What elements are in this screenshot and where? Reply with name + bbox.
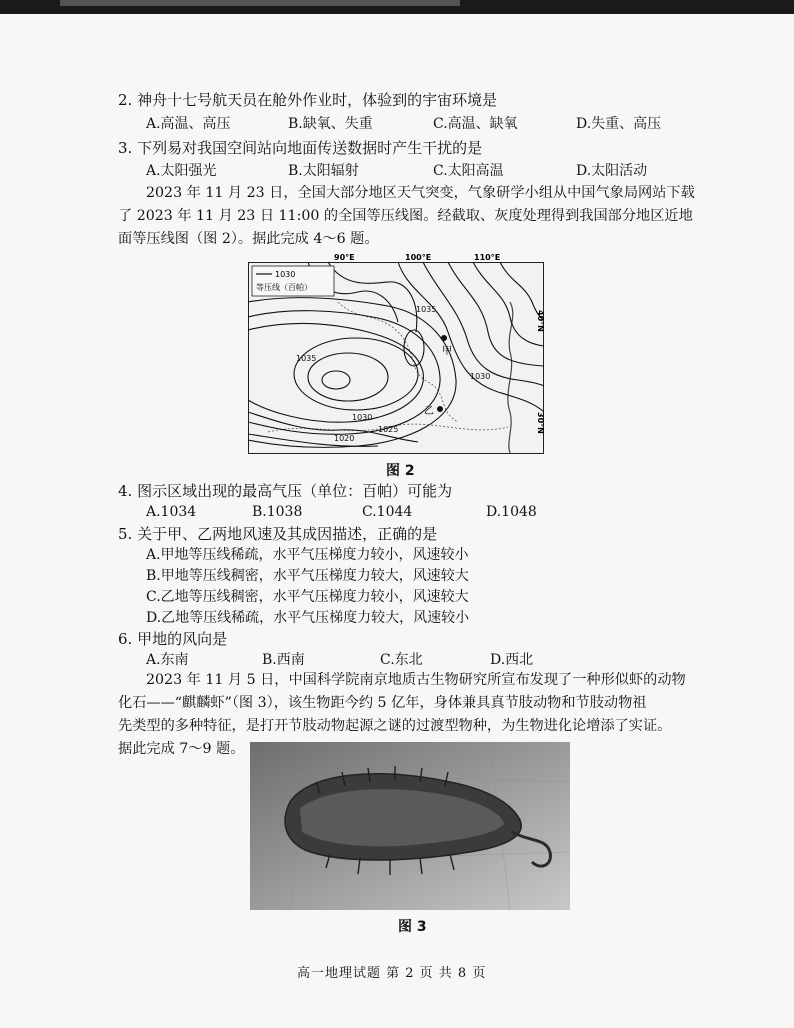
- q6-option-c: C.东北: [380, 652, 423, 668]
- q3-option-c: C.太阳高温: [433, 163, 504, 179]
- intro2-line-2: 化石——“麒麟虾”（图 3），该生物距今约 5 亿年，身体兼具真节肢动物和节肢动物祖: [118, 695, 647, 711]
- q6-option-a: A.东南: [146, 652, 189, 668]
- figure3-caption: 图 3: [398, 919, 427, 935]
- q5-option-c: C.乙地等压线稠密，水平气压梯度力较小，风速较大: [146, 589, 469, 605]
- isobar-label: 1025: [378, 425, 399, 434]
- place-yi-marker: [437, 406, 443, 412]
- q2-option-a: A.高温、高压: [146, 116, 231, 132]
- q3-option-d: D.太阳活动: [576, 163, 648, 179]
- q5-option-d: D.乙地等压线稀疏，水平气压梯度力较大，风速较小: [146, 610, 470, 626]
- intro1-line-3: 面等压线图（图 2）。据此完成 4～6 题。: [118, 231, 379, 247]
- q5-option-a: A.甲地等压线稀疏，水平气压梯度力较小，风速较小: [146, 547, 469, 563]
- isobar-label: 1030: [470, 372, 491, 381]
- intro2-line-1: 2023 年 11 月 5 日，中国科学院南京地质古生物研究所宣布发现了一种形似虾的动物: [146, 672, 686, 688]
- q2-option-b: B.缺氧、失重: [288, 116, 373, 132]
- lat-label-30n: 30°N: [536, 412, 545, 434]
- scan-top-edge: [0, 0, 794, 14]
- q4-stem: 4. 图示区域出现的最高气压（单位：百帕）可能为: [118, 482, 453, 500]
- q6-option-b: B.西南: [262, 652, 305, 668]
- q3-stem: 3. 下列易对我国空间站向地面传送数据时产生干扰的是: [118, 139, 483, 157]
- isobar-label: 1035: [416, 305, 437, 314]
- isobar-label: 1035: [296, 354, 317, 363]
- q4-option-d: D.1048: [486, 504, 537, 520]
- place-yi-label: 乙: [424, 406, 434, 417]
- q6-option-d: D.西北: [490, 652, 534, 668]
- isobar-label: 1020: [334, 434, 355, 443]
- q2-stem: 2. 神舟十七号航天员在舱外作业时，体验到的宇宙环境是: [118, 91, 498, 109]
- q3-option-b: B.太阳辐射: [288, 163, 359, 179]
- place-jia-marker: [441, 335, 447, 341]
- isobar-label: 1030: [352, 413, 373, 422]
- legend-value: 1030: [275, 270, 296, 279]
- q2-option-d: D.失重、高压: [576, 116, 662, 132]
- fossil-photo-figure: [250, 742, 570, 910]
- intro1-line-2: 了 2023 年 11 月 23 日 11:00 的全国等压线图。经截取、灰度处理得到我国部分地区近地: [118, 208, 693, 224]
- q2-option-c: C.高温、缺氧: [433, 116, 518, 132]
- figure2-caption: 图 2: [386, 463, 415, 479]
- q4-option-c: C.1044: [362, 504, 413, 520]
- q5-stem: 5. 关于甲、乙两地风速及其成因描述，正确的是: [118, 525, 438, 543]
- isobar-map-figure: [248, 253, 545, 454]
- lat-label-40n: 40°N: [536, 310, 545, 332]
- lon-label-110e: 110°E: [474, 253, 501, 262]
- lon-label-90e: 90°E: [334, 253, 355, 262]
- legend-label: 等压线（百帕）: [256, 283, 312, 292]
- lon-label-100e: 100°E: [405, 253, 432, 262]
- intro2-line-3: 先类型的多种特征，是打开节肢动物起源之谜的过渡型物种，为生物进化论增添了实证。: [118, 718, 672, 734]
- q3-option-a: A.太阳强光: [146, 163, 217, 179]
- intro2-line-4: 据此完成 7～9 题。: [118, 741, 245, 757]
- place-jia-label: 甲: [442, 346, 452, 357]
- q6-stem: 6. 甲地的风向是: [118, 630, 228, 648]
- q4-option-b: B.1038: [252, 504, 303, 520]
- q4-option-a: A.1034: [146, 504, 197, 520]
- page-footer: 高一地理试题 第 2 页 共 8 页: [297, 966, 487, 981]
- intro1-line-1: 2023 年 11 月 23 日，全国大部分地区天气突变，气象研学小组从中国气象局网站下载: [146, 185, 695, 201]
- q5-option-b: B.甲地等压线稠密，水平气压梯度力较大，风速较大: [146, 568, 469, 584]
